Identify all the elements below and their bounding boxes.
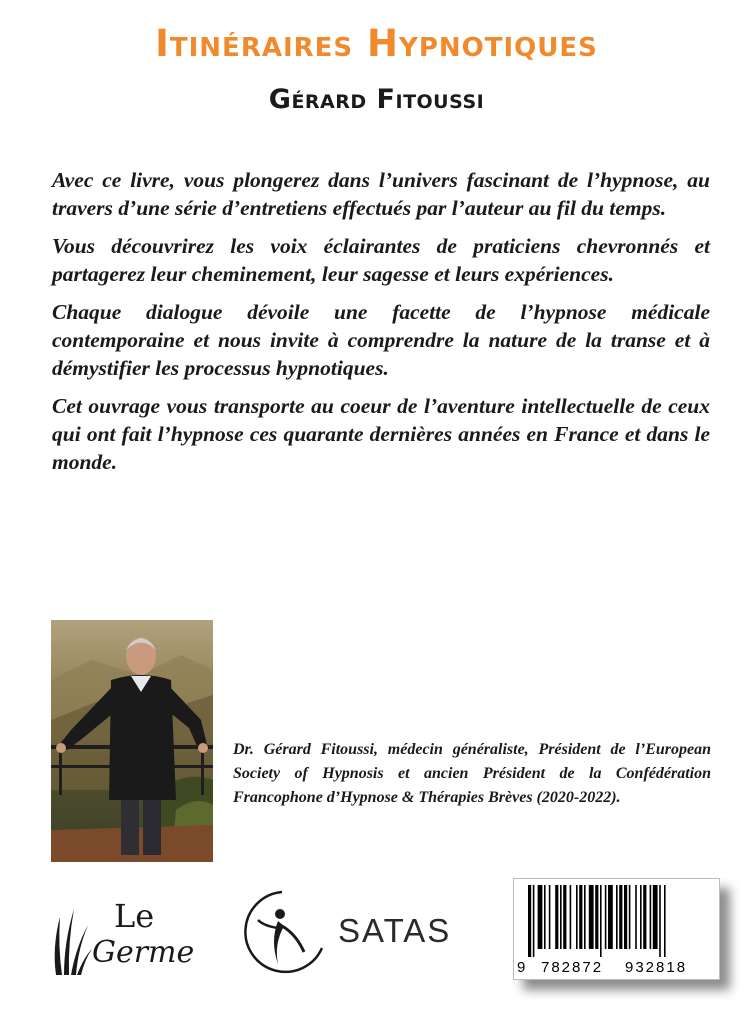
barcode-bar bbox=[595, 885, 598, 949]
blurb-paragraph: Vous découvrirez les voix éclairantes de praticiens chevronnés et partagerez leur cheminement, leur sagesse et leurs expériences. bbox=[52, 234, 710, 286]
barcode-bar bbox=[650, 885, 652, 949]
blurb-paragraph: Chaque dialogue dévoile une facette de l’hypnose médicale contemporaine et nous invite à comprendre la nature de la transe et à démystifier les processus hypnotiques. bbox=[52, 300, 710, 380]
barcode-bar bbox=[538, 885, 543, 949]
barcode-bar bbox=[544, 885, 546, 949]
isbn-lead-digit: 9 bbox=[517, 959, 528, 976]
le-germe-logo-line1: Le bbox=[114, 897, 155, 935]
barcode-bar bbox=[635, 885, 637, 949]
satas-logo-text: SATAS bbox=[338, 912, 452, 949]
barcode-bar bbox=[579, 885, 582, 949]
barcode-bar bbox=[600, 885, 602, 957]
barcode-bar bbox=[563, 885, 566, 949]
barcode-bar bbox=[664, 885, 666, 957]
isbn-group-1: 782872 bbox=[541, 959, 604, 976]
author-photo-illustration bbox=[51, 620, 213, 862]
dancer-circle-icon bbox=[234, 886, 334, 981]
le-germe-logo bbox=[50, 897, 220, 977]
author-bio: Dr. Gérard Fitoussi, médecin généraliste, Président de l’European Society of Hypnosis et ancien Président de la Confédération Francophone d’Hypnose & Thérapies Brèves (2020-2022). bbox=[233, 741, 711, 806]
barcode-bar bbox=[549, 885, 551, 949]
barcode-bar bbox=[533, 885, 535, 957]
barcode-bar bbox=[584, 885, 586, 949]
author-name: Gérard Fitoussi bbox=[268, 84, 485, 115]
blurb-paragraph: Cet ouvrage vous transporte au coeur de l’aventure intellectuelle de ceux qui ont fait l’hypnose ces quarante dernières années en France et dans le monde. bbox=[52, 394, 710, 474]
barcode-bar bbox=[555, 885, 558, 949]
barcode-bar bbox=[570, 885, 572, 949]
barcode-bar bbox=[608, 885, 613, 949]
barcode-bar bbox=[624, 885, 627, 949]
book-title: Itinéraires Hypnotiques bbox=[155, 22, 598, 65]
barcode-bar bbox=[560, 885, 562, 949]
grass-sprout-icon bbox=[50, 897, 94, 977]
back-cover-blurb bbox=[52, 166, 710, 486]
barcode-bar bbox=[640, 885, 642, 949]
satas-logo bbox=[234, 886, 454, 981]
author-photo bbox=[51, 620, 213, 862]
barcode-bar bbox=[659, 885, 661, 957]
barcode-bar bbox=[653, 885, 658, 949]
isbn-group-2: 932818 bbox=[625, 959, 688, 976]
barcode-bar bbox=[528, 885, 531, 957]
blurb-paragraph: Avec ce livre, vous plongerez dans l’univers fascinant de l’hypnose, au travers d’une série d’entretiens effectués par l’auteur au fil du temps. bbox=[52, 168, 710, 220]
le-germe-logo-line2: Germe bbox=[92, 935, 195, 970]
barcode-bars bbox=[528, 885, 706, 957]
isbn-barcode bbox=[513, 878, 720, 980]
barcode-bar bbox=[605, 885, 607, 949]
barcode-bar bbox=[616, 885, 618, 949]
barcode-bar bbox=[643, 885, 646, 949]
barcode-bar bbox=[589, 885, 594, 949]
barcode-bar bbox=[629, 885, 631, 949]
barcode-bar bbox=[619, 885, 622, 949]
barcode-bar bbox=[576, 885, 578, 949]
